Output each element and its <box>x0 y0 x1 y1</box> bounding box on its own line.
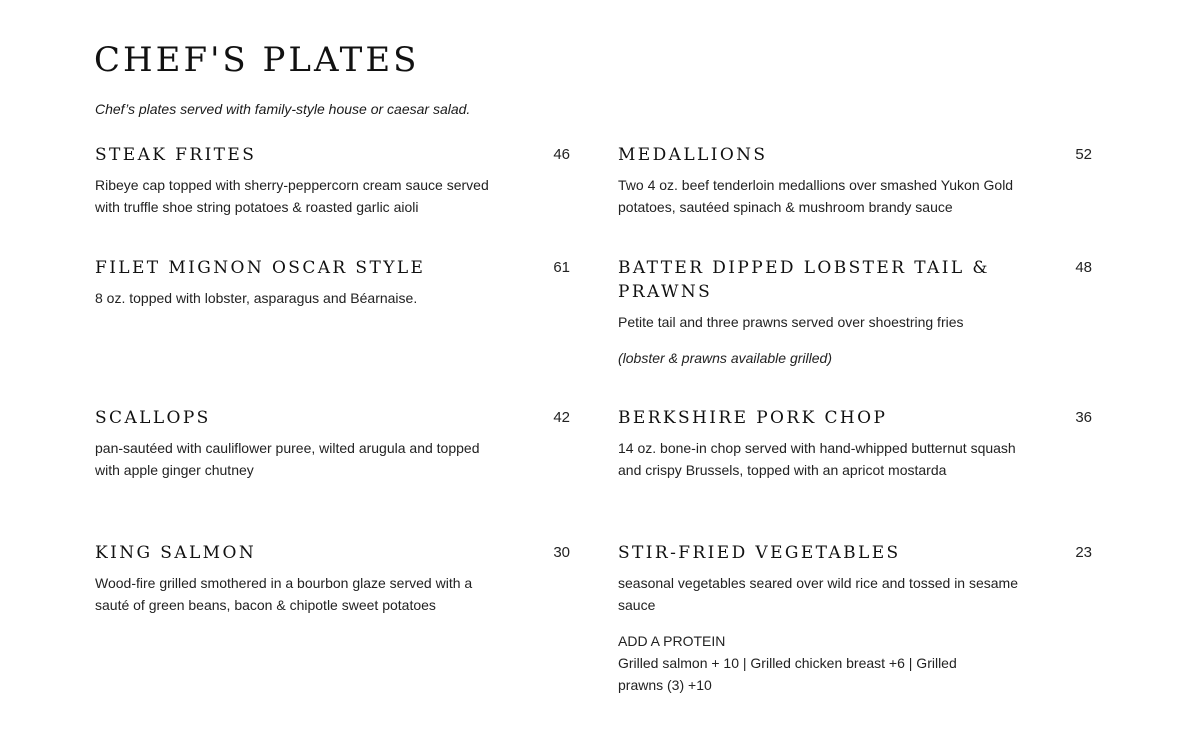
item-price: 42 <box>553 409 570 426</box>
item-price: 23 <box>1075 544 1092 561</box>
item-name: STEAK FRITES <box>95 145 257 165</box>
menu-item-medallions <box>618 143 1092 218</box>
item-description: Two 4 oz. beef tenderloin medallions over smashed Yukon Gold potatoes, sautéed spinach & mushroom brandy sauce <box>618 177 1014 215</box>
menu-item-lobster-tail-prawns <box>618 256 1092 369</box>
add-protein-heading: ADD A PROTEIN <box>618 633 726 649</box>
item-description: 8 oz. topped with lobster, asparagus and Béarnaise. <box>95 290 418 306</box>
item-name: FILET MIGNON OSCAR STYLE <box>95 258 426 278</box>
item-description: Wood-fire grilled smothered in a bourbon glaze served with a sauté of green beans, bacon & chipotle sweet potatoes <box>95 575 473 613</box>
menu-item-berkshire-pork-chop <box>618 406 1092 481</box>
item-price: 36 <box>1075 409 1092 426</box>
menu-item-filet-mignon <box>95 256 570 309</box>
item-name: BERKSHIRE PORK CHOP <box>618 408 888 428</box>
item-price: 52 <box>1075 146 1092 163</box>
item-name: KING SALMON <box>95 543 257 563</box>
item-name: MEDALLIONS <box>618 145 768 165</box>
item-description: Petite tail and three prawns served over shoestring fries <box>618 314 964 330</box>
item-price: 61 <box>553 259 570 276</box>
item-name: SCALLOPS <box>95 408 211 428</box>
item-name: STIR-FRIED VEGETABLES <box>618 543 901 563</box>
item-description: Ribeye cap topped with sherry-peppercorn cream sauce served with truffle shoe string potatoes & roasted garlic aioli <box>95 177 489 215</box>
item-description: seasonal vegetables seared over wild rice and tossed in sesame sauce <box>618 575 1019 613</box>
item-description: pan-sautéed with cauliflower puree, wilted arugula and topped with apple ginger chutney <box>95 440 480 478</box>
menu-subtitle: Chef’s plates served with family-style house or caesar salad. <box>95 101 471 117</box>
item-name: BATTER DIPPED LOBSTER TAIL & PRAWNS <box>618 258 990 302</box>
page-title: CHEF'S PLATES <box>94 40 420 80</box>
item-note: (lobster & prawns available grilled) <box>618 350 832 366</box>
menu-item-stir-fried-vegetables <box>618 541 1092 696</box>
item-price: 30 <box>553 544 570 561</box>
menu-item-steak-frites <box>95 143 570 218</box>
menu-item-scallops <box>95 406 570 481</box>
add-protein-options: Grilled salmon + 10 | Grilled chicken breast +6 | Grilled prawns (3) +10 <box>618 655 957 693</box>
menu-item-king-salmon <box>95 541 570 616</box>
item-price: 48 <box>1075 259 1092 276</box>
item-description: 14 oz. bone-in chop served with hand-whipped butternut squash and crispy Brussels, topped with an apricot mostarda <box>618 440 1016 478</box>
item-price: 46 <box>553 146 570 163</box>
